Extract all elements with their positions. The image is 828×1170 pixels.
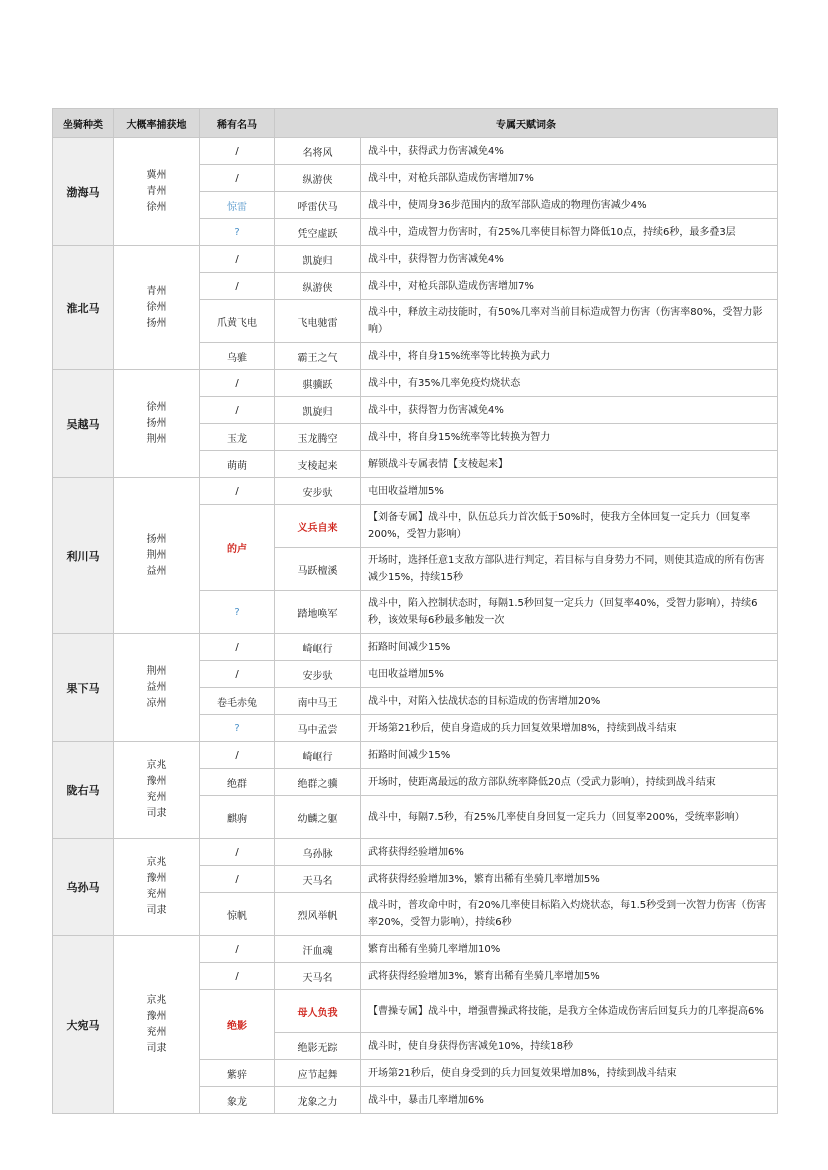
rare-horse-cell: / [200, 165, 275, 192]
talent-name-cell: 汗血魂 [275, 936, 361, 963]
talent-name-cell: 天马名 [275, 866, 361, 893]
talent-desc-cell: 战斗中，造成智力伤害时，有25%几率使目标智力降低10点，持续6秒，最多叠3层 [361, 219, 778, 246]
talent-name-cell: 马跃檀溪 [275, 548, 361, 591]
talent-name-cell: 母人负我 [275, 990, 361, 1033]
region-item: 凉州 [146, 697, 167, 709]
rare-horse-cell: / [200, 478, 275, 505]
rare-horse-cell: 卷毛赤兔 [200, 688, 275, 715]
region-item: 扬州 [146, 417, 167, 429]
talent-name-cell: 烈风举帆 [275, 893, 361, 936]
talent-desc-cell: 战斗时，普攻命中时，有20%几率使目标陷入灼烧状态，每1.5秒受到一次智力伤害（伤害率20%，受智力影响），持续6秒 [361, 893, 778, 936]
header-breed: 坐骑种类 [53, 109, 114, 138]
table-row [53, 138, 778, 165]
rare-horse-cell: / [200, 742, 275, 769]
region-item: 徐州 [146, 301, 167, 313]
talent-desc-cell: 战斗时，使自身获得伤害减免10%，持续18秒 [361, 1033, 778, 1060]
talent-name-cell: 凯旋归 [275, 246, 361, 273]
region-item: 冀州 [146, 169, 167, 181]
region-item: 兖州 [146, 889, 167, 900]
region-cell [114, 370, 200, 478]
talent-name-cell: 义兵自来 [275, 505, 361, 548]
talent-name-cell: 绝影无踪 [275, 1033, 361, 1060]
rare-horse-cell: ? [200, 591, 275, 634]
region-item: 荆州 [146, 665, 167, 677]
region-item: 京兆 [146, 760, 167, 771]
region-item: 徐州 [146, 201, 167, 213]
table-row [53, 839, 778, 866]
talent-desc-cell: 战斗中，获得武力伤害减免4% [361, 138, 778, 165]
region-item: 兖州 [146, 792, 167, 803]
breed-cell: 乌孙马 [53, 839, 114, 936]
rare-horse-cell: 绝群 [200, 769, 275, 796]
region-item: 司隶 [146, 905, 167, 916]
talent-name-cell: 凯旋归 [275, 397, 361, 424]
rare-horse-cell: 紫骍 [200, 1060, 275, 1087]
talent-desc-cell: 战斗中，有35%几率免疫灼烧状态 [361, 370, 778, 397]
region-cell [114, 742, 200, 839]
table-row [53, 936, 778, 963]
region-item: 司隶 [146, 1042, 167, 1054]
table-row [53, 478, 778, 505]
breed-cell: 陇右马 [53, 742, 114, 839]
rare-horse-cell: 爪黄飞电 [200, 300, 275, 343]
rare-horse-cell: / [200, 661, 275, 688]
talent-desc-cell: 战斗中，每隔7.5秒，有25%几率使自身回复一定兵力（回复率200%，受统率影响） [361, 796, 778, 839]
region-cell [114, 634, 200, 742]
talent-name-cell: 南中马王 [275, 688, 361, 715]
breed-cell: 吴越马 [53, 370, 114, 478]
talent-name-cell: 绝群之骥 [275, 769, 361, 796]
rare-horse-cell: ? [200, 715, 275, 742]
rare-horse-cell: 乌骓 [200, 343, 275, 370]
talent-desc-cell: 开场第21秒后，使自身造成的兵力回复效果增加8%，持续到战斗结束 [361, 715, 778, 742]
talent-name-cell: 安步驮 [275, 661, 361, 688]
rare-horse-cell: / [200, 839, 275, 866]
talent-name-cell: 应节起舞 [275, 1060, 361, 1087]
talent-name-cell: 安步驮 [275, 478, 361, 505]
talent-desc-cell: 战斗中，将自身15%统率等比转换为智力 [361, 424, 778, 451]
table-header-row [53, 109, 778, 138]
region-item: 豫州 [146, 1010, 167, 1022]
breed-cell: 果下马 [53, 634, 114, 742]
region-item: 京兆 [146, 994, 167, 1006]
header-rare: 稀有名马 [200, 109, 275, 138]
rare-horse-cell: 的卢 [200, 505, 275, 591]
talent-desc-cell: 战斗中，对枪兵部队造成伤害增加7% [361, 273, 778, 300]
region-cell [114, 138, 200, 246]
talent-desc-cell: 武将获得经验增加6% [361, 839, 778, 866]
talent-name-cell: 凭空虚跃 [275, 219, 361, 246]
region-item: 青州 [146, 285, 167, 297]
header-region: 大概率捕获地 [114, 109, 200, 138]
region-item: 扬州 [146, 317, 167, 329]
rare-horse-cell: / [200, 936, 275, 963]
talent-name-cell: 马中孟尝 [275, 715, 361, 742]
talent-desc-cell: 屯田收益增加5% [361, 478, 778, 505]
talent-name-cell: 崎岖行 [275, 634, 361, 661]
talent-desc-cell: 战斗中，暴击几率增加6% [361, 1087, 778, 1114]
region-item: 益州 [146, 681, 167, 693]
rare-horse-cell: 麒驹 [200, 796, 275, 839]
talent-desc-cell: 武将获得经验增加3%，繁育出稀有坐骑几率增加5% [361, 963, 778, 990]
talent-name-cell: 乌孙脉 [275, 839, 361, 866]
rare-horse-cell: ? [200, 219, 275, 246]
region-item: 扬州 [146, 533, 167, 545]
talent-desc-cell: 解锁战斗专属表情【支棱起来】 [361, 451, 778, 478]
table-row [53, 246, 778, 273]
region-cell [114, 936, 200, 1114]
table-row [53, 370, 778, 397]
talent-name-cell: 飞电驰雷 [275, 300, 361, 343]
talent-desc-cell: 开场时，选择任意1支敌方部队进行判定，若目标与自身势力不同，则使其造成的所有伤害减少15%，持续15秒 [361, 548, 778, 591]
talent-desc-cell: 战斗中，获得智力伤害减免4% [361, 246, 778, 273]
talent-name-cell: 呼雷伏马 [275, 192, 361, 219]
rare-horse-cell: / [200, 866, 275, 893]
region-cell [114, 839, 200, 936]
talent-desc-cell: 武将获得经验增加3%，繁育出稀有坐骑几率增加5% [361, 866, 778, 893]
talent-name-cell: 天马名 [275, 963, 361, 990]
talent-name-cell: 纵游侠 [275, 165, 361, 192]
region-item: 豫州 [146, 776, 167, 787]
header-talent: 专属天赋词条 [275, 109, 778, 138]
talent-name-cell: 幼麟之躯 [275, 796, 361, 839]
rare-horse-cell: / [200, 397, 275, 424]
rare-horse-cell: 玉龙 [200, 424, 275, 451]
region-item: 荆州 [146, 433, 167, 445]
talent-desc-cell: 战斗中，获得智力伤害减免4% [361, 397, 778, 424]
talent-name-cell: 骐骥跃 [275, 370, 361, 397]
rare-horse-cell: / [200, 370, 275, 397]
region-cell [114, 246, 200, 370]
talent-desc-cell: 战斗中，对陷入怯战状态的目标造成的伤害增加20% [361, 688, 778, 715]
talent-name-cell: 纵游侠 [275, 273, 361, 300]
talent-desc-cell: 战斗中，释放主动技能时，有50%几率对当前目标造成智力伤害（伤害率80%，受智力影响） [361, 300, 778, 343]
rare-horse-cell: / [200, 634, 275, 661]
rare-horse-cell: / [200, 273, 275, 300]
talent-desc-cell: 屯田收益增加5% [361, 661, 778, 688]
talent-desc-cell: 战斗中，使周身36步范围内的敌军部队造成的物理伤害减少4% [361, 192, 778, 219]
talent-desc-cell: 拓路时间减少15% [361, 634, 778, 661]
talent-desc-cell: 战斗中，对枪兵部队造成伤害增加7% [361, 165, 778, 192]
talent-desc-cell: 拓路时间减少15% [361, 742, 778, 769]
region-item: 豫州 [146, 873, 167, 884]
region-item: 益州 [146, 565, 167, 577]
talent-desc-cell: 开场第21秒后，使自身受到的兵力回复效果增加8%，持续到战斗结束 [361, 1060, 778, 1087]
talent-desc-cell: 【刘备专属】战斗中，队伍总兵力首次低于50%时，使我方全体回复一定兵力（回复率200%，受智力影响） [361, 505, 778, 548]
mount-talent-table [52, 108, 778, 1114]
talent-desc-cell: 战斗中，将自身15%统率等比转换为武力 [361, 343, 778, 370]
talent-name-cell: 玉龙腾空 [275, 424, 361, 451]
rare-horse-cell: 象龙 [200, 1087, 275, 1114]
talent-name-cell: 名将风 [275, 138, 361, 165]
region-item: 司隶 [146, 808, 167, 819]
talent-name-cell: 踏地唤军 [275, 591, 361, 634]
breed-cell: 利川马 [53, 478, 114, 634]
table-row [53, 634, 778, 661]
breed-cell: 大宛马 [53, 936, 114, 1114]
region-item: 京兆 [146, 857, 167, 868]
rare-horse-cell: 萌萌 [200, 451, 275, 478]
region-item: 徐州 [146, 401, 167, 413]
talent-desc-cell: 开场时，使距离最远的敌方部队统率降低20点（受武力影响），持续到战斗结束 [361, 769, 778, 796]
rare-horse-cell: / [200, 963, 275, 990]
talent-desc-cell: 【曹操专属】战斗中，增强曹操武将技能，是我方全体造成伤害后回复兵力的几率提高6% [361, 990, 778, 1033]
talent-name-cell: 龙象之力 [275, 1087, 361, 1114]
talent-desc-cell: 战斗中，陷入控制状态时，每隔1.5秒回复一定兵力（回复率40%，受智力影响），持续6秒，该效果每6秒最多触发一次 [361, 591, 778, 634]
region-item: 青州 [146, 185, 167, 197]
region-item: 荆州 [146, 549, 167, 561]
rare-horse-cell: 绝影 [200, 990, 275, 1060]
talent-name-cell: 崎岖行 [275, 742, 361, 769]
rare-horse-cell: / [200, 246, 275, 273]
breed-cell: 淮北马 [53, 246, 114, 370]
region-cell [114, 478, 200, 634]
talent-name-cell: 支棱起来 [275, 451, 361, 478]
rare-horse-cell: 惊帆 [200, 893, 275, 936]
region-item: 兖州 [146, 1026, 167, 1038]
table-row [53, 742, 778, 769]
talent-desc-cell: 繁育出稀有坐骑几率增加10% [361, 936, 778, 963]
breed-cell: 渤海马 [53, 138, 114, 246]
rare-horse-cell: 惊雷 [200, 192, 275, 219]
talent-name-cell: 霸王之气 [275, 343, 361, 370]
rare-horse-cell: / [200, 138, 275, 165]
